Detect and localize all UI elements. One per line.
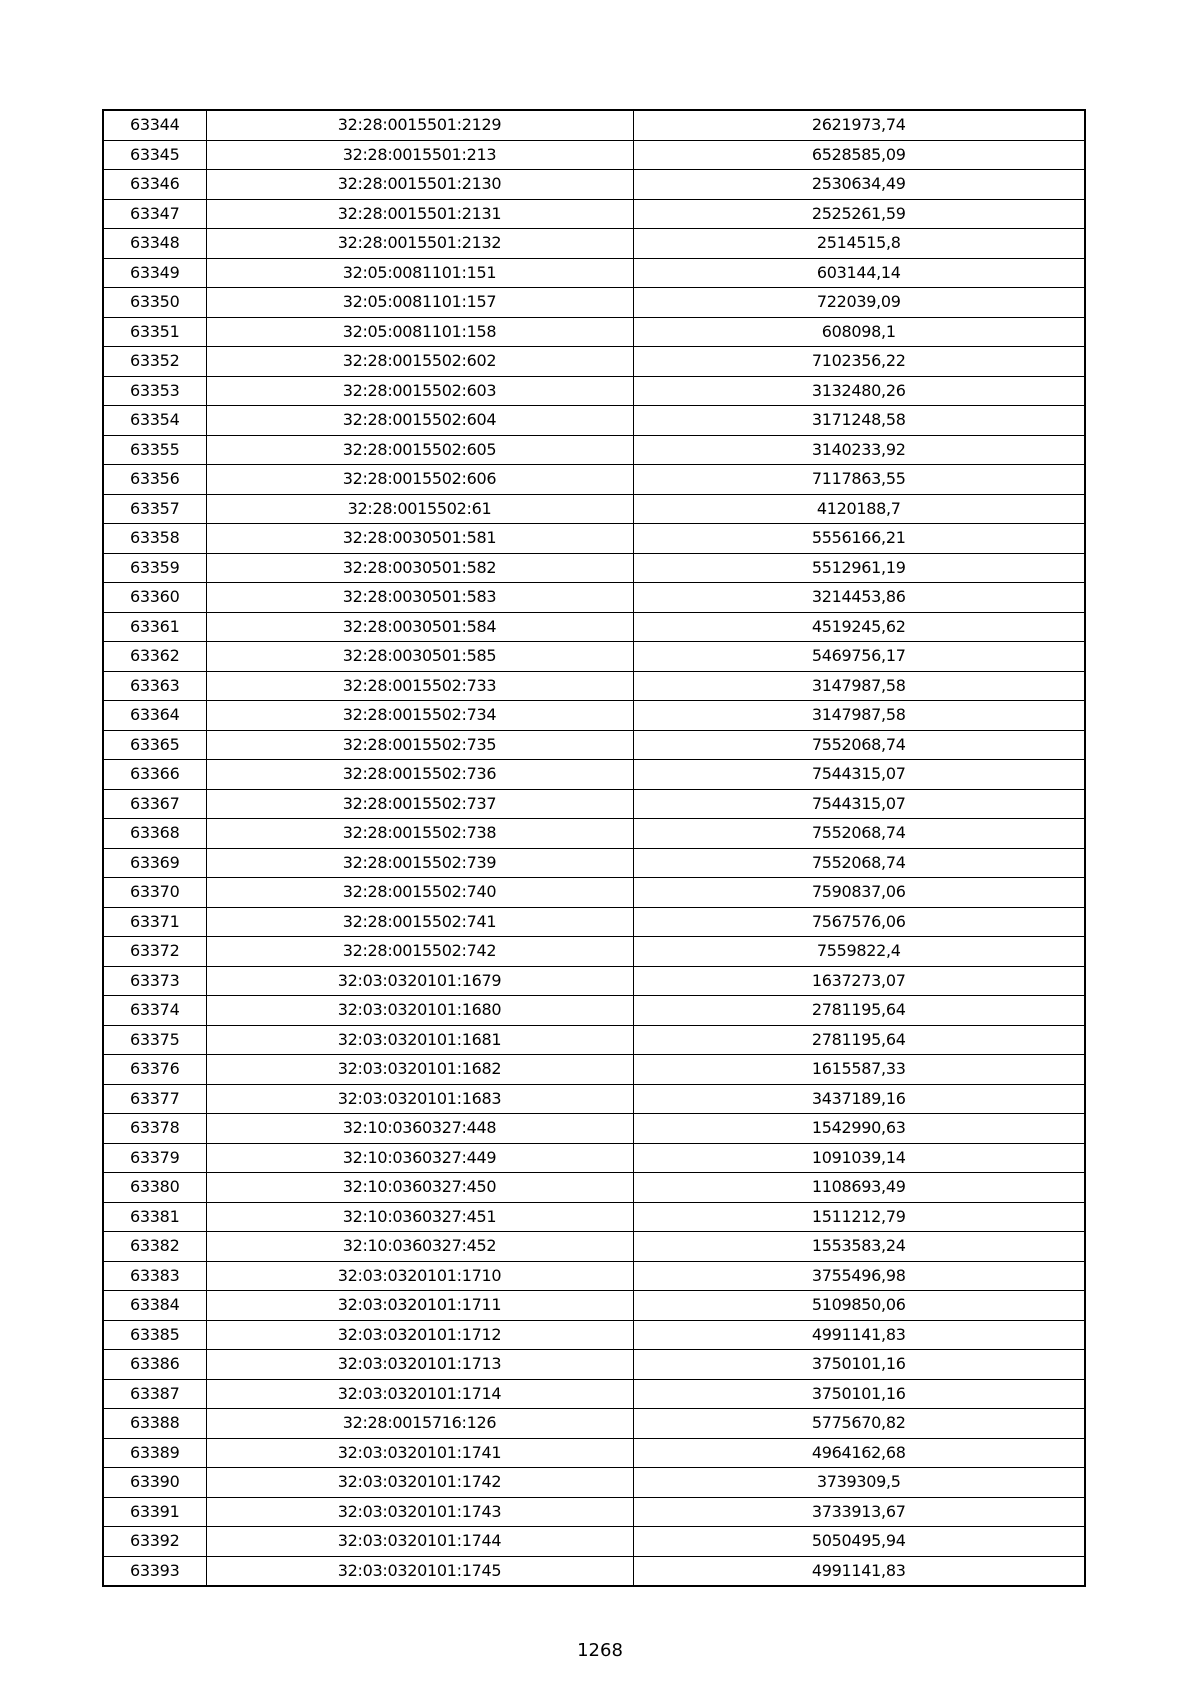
- row-number-cell: 63365: [103, 730, 206, 760]
- table-row: [103, 878, 1085, 908]
- cadastral-number-cell: 32:28:0015501:2132: [206, 229, 633, 259]
- cadastral-number-cell: 32:28:0030501:581: [206, 524, 633, 554]
- cadastral-value-cell: 5775670,82: [633, 1409, 1085, 1439]
- cadastral-value-cell: 1542990,63: [633, 1114, 1085, 1144]
- cadastral-number-cell: 32:10:0360327:451: [206, 1202, 633, 1232]
- row-number-cell: 63392: [103, 1527, 206, 1557]
- row-number-cell: 63344: [103, 110, 206, 140]
- cadastral-value-cell: 5050495,94: [633, 1527, 1085, 1557]
- cadastral-value-cell: 608098,1: [633, 317, 1085, 347]
- table-row: [103, 1232, 1085, 1262]
- cadastral-number-cell: 32:03:0320101:1741: [206, 1438, 633, 1468]
- row-number-cell: 63355: [103, 435, 206, 465]
- cadastral-number-cell: 32:28:0015502:734: [206, 701, 633, 731]
- table-row: [103, 376, 1085, 406]
- row-number-cell: 63375: [103, 1025, 206, 1055]
- cadastral-number-cell: 32:28:0030501:585: [206, 642, 633, 672]
- row-number-cell: 63356: [103, 465, 206, 495]
- row-number-cell: 63358: [103, 524, 206, 554]
- row-number-cell: 63386: [103, 1350, 206, 1380]
- cadastral-value-cell: 7567576,06: [633, 907, 1085, 937]
- row-number-cell: 63353: [103, 376, 206, 406]
- cadastral-value-cell: 603144,14: [633, 258, 1085, 288]
- cadastral-value-cell: 3147987,58: [633, 671, 1085, 701]
- row-number-cell: 63384: [103, 1291, 206, 1321]
- row-number-cell: 63389: [103, 1438, 206, 1468]
- row-number-cell: 63371: [103, 907, 206, 937]
- row-number-cell: 63362: [103, 642, 206, 672]
- cadastral-number-cell: 32:03:0320101:1681: [206, 1025, 633, 1055]
- table-row: [103, 1527, 1085, 1557]
- cadastral-number-cell: 32:28:0015502:606: [206, 465, 633, 495]
- row-number-cell: 63346: [103, 170, 206, 200]
- cadastral-value-cell: 1511212,79: [633, 1202, 1085, 1232]
- cadastral-number-cell: 32:03:0320101:1711: [206, 1291, 633, 1321]
- table-row: [103, 1055, 1085, 1085]
- cadastral-value-cell: 4991141,83: [633, 1556, 1085, 1586]
- cadastral-value-cell: 3733913,67: [633, 1497, 1085, 1527]
- table-body: [103, 110, 1085, 1586]
- table-row: [103, 170, 1085, 200]
- row-number-cell: 63350: [103, 288, 206, 318]
- row-number-cell: 63364: [103, 701, 206, 731]
- table-row: [103, 848, 1085, 878]
- cadastral-number-cell: 32:03:0320101:1682: [206, 1055, 633, 1085]
- cadastral-value-cell: 722039,09: [633, 288, 1085, 318]
- cadastral-number-cell: 32:28:0015502:735: [206, 730, 633, 760]
- table-row: [103, 110, 1085, 140]
- table-row: [103, 347, 1085, 377]
- row-number-cell: 63391: [103, 1497, 206, 1527]
- row-number-cell: 63382: [103, 1232, 206, 1262]
- cadastral-value-cell: 4120188,7: [633, 494, 1085, 524]
- cadastral-number-cell: 32:28:0015502:733: [206, 671, 633, 701]
- cadastral-value-table: [102, 109, 1086, 1587]
- cadastral-value-cell: 4964162,68: [633, 1438, 1085, 1468]
- cadastral-value-cell: 3214453,86: [633, 583, 1085, 613]
- cadastral-value-cell: 7102356,22: [633, 347, 1085, 377]
- row-number-cell: 63380: [103, 1173, 206, 1203]
- cadastral-value-cell: 2621973,74: [633, 110, 1085, 140]
- cadastral-number-cell: 32:28:0030501:584: [206, 612, 633, 642]
- cadastral-number-cell: 32:28:0015501:2131: [206, 199, 633, 229]
- table-row: [103, 937, 1085, 967]
- row-number-cell: 63372: [103, 937, 206, 967]
- table-row: [103, 996, 1085, 1026]
- cadastral-number-cell: 32:28:0015502:736: [206, 760, 633, 790]
- cadastral-number-cell: 32:28:0015716:126: [206, 1409, 633, 1439]
- cadastral-value-cell: 1615587,33: [633, 1055, 1085, 1085]
- cadastral-number-cell: 32:03:0320101:1712: [206, 1320, 633, 1350]
- table-row: [103, 1409, 1085, 1439]
- cadastral-value-cell: 2514515,8: [633, 229, 1085, 259]
- row-number-cell: 63376: [103, 1055, 206, 1085]
- table-row: [103, 1379, 1085, 1409]
- cadastral-value-cell: 6528585,09: [633, 140, 1085, 170]
- row-number-cell: 63383: [103, 1261, 206, 1291]
- cadastral-value-cell: 5556166,21: [633, 524, 1085, 554]
- cadastral-number-cell: 32:28:0030501:583: [206, 583, 633, 613]
- row-number-cell: 63368: [103, 819, 206, 849]
- row-number-cell: 63377: [103, 1084, 206, 1114]
- row-number-cell: 63370: [103, 878, 206, 908]
- row-number-cell: 63366: [103, 760, 206, 790]
- cadastral-value-cell: 3750101,16: [633, 1379, 1085, 1409]
- table-row: [103, 1261, 1085, 1291]
- cadastral-number-cell: 32:05:0081101:151: [206, 258, 633, 288]
- cadastral-number-cell: 32:10:0360327:450: [206, 1173, 633, 1203]
- cadastral-number-cell: 32:28:0015501:213: [206, 140, 633, 170]
- table-row: [103, 1143, 1085, 1173]
- cadastral-value-cell: 3739309,5: [633, 1468, 1085, 1498]
- table-row: [103, 494, 1085, 524]
- cadastral-value-cell: 1108693,49: [633, 1173, 1085, 1203]
- cadastral-value-cell: 3147987,58: [633, 701, 1085, 731]
- row-number-cell: 63390: [103, 1468, 206, 1498]
- cadastral-value-cell: 7544315,07: [633, 760, 1085, 790]
- cadastral-value-cell: 3755496,98: [633, 1261, 1085, 1291]
- table-row: [103, 730, 1085, 760]
- cadastral-value-cell: 1091039,14: [633, 1143, 1085, 1173]
- row-number-cell: 63388: [103, 1409, 206, 1439]
- table-row: [103, 760, 1085, 790]
- cadastral-value-cell: 4991141,83: [633, 1320, 1085, 1350]
- table-row: [103, 789, 1085, 819]
- cadastral-number-cell: 32:28:0015502:740: [206, 878, 633, 908]
- table-row: [103, 1320, 1085, 1350]
- cadastral-value-cell: 3171248,58: [633, 406, 1085, 436]
- table-row: [103, 435, 1085, 465]
- table-row: [103, 1438, 1085, 1468]
- row-number-cell: 63347: [103, 199, 206, 229]
- cadastral-number-cell: 32:03:0320101:1742: [206, 1468, 633, 1498]
- cadastral-value-cell: 7552068,74: [633, 730, 1085, 760]
- cadastral-value-cell: 5109850,06: [633, 1291, 1085, 1321]
- cadastral-number-cell: 32:28:0015502:604: [206, 406, 633, 436]
- cadastral-value-cell: 1637273,07: [633, 966, 1085, 996]
- row-number-cell: 63378: [103, 1114, 206, 1144]
- cadastral-number-cell: 32:03:0320101:1683: [206, 1084, 633, 1114]
- table-row: [103, 1173, 1085, 1203]
- table-row: [103, 819, 1085, 849]
- cadastral-number-cell: 32:28:0015502:603: [206, 376, 633, 406]
- cadastral-value-cell: 7590837,06: [633, 878, 1085, 908]
- table-row: [103, 258, 1085, 288]
- cadastral-value-cell: 2781195,64: [633, 996, 1085, 1026]
- row-number-cell: 63351: [103, 317, 206, 347]
- row-number-cell: 63385: [103, 1320, 206, 1350]
- table-row: [103, 553, 1085, 583]
- cadastral-number-cell: 32:28:0015502:739: [206, 848, 633, 878]
- cadastral-number-cell: 32:28:0015502:738: [206, 819, 633, 849]
- cadastral-value-cell: 3140233,92: [633, 435, 1085, 465]
- row-number-cell: 63387: [103, 1379, 206, 1409]
- cadastral-number-cell: 32:03:0320101:1743: [206, 1497, 633, 1527]
- cadastral-number-cell: 32:28:0015501:2129: [206, 110, 633, 140]
- cadastral-number-cell: 32:28:0015502:605: [206, 435, 633, 465]
- cadastral-number-cell: 32:28:0015502:737: [206, 789, 633, 819]
- table-row: [103, 1468, 1085, 1498]
- cadastral-number-cell: 32:28:0015502:741: [206, 907, 633, 937]
- table-row: [103, 1291, 1085, 1321]
- cadastral-number-cell: 32:28:0015502:742: [206, 937, 633, 967]
- cadastral-value-cell: 7117863,55: [633, 465, 1085, 495]
- cadastral-number-cell: 32:03:0320101:1713: [206, 1350, 633, 1380]
- row-number-cell: 63379: [103, 1143, 206, 1173]
- table-row: [103, 642, 1085, 672]
- table-row: [103, 1084, 1085, 1114]
- table-row: [103, 907, 1085, 937]
- row-number-cell: 63363: [103, 671, 206, 701]
- table-row: [103, 140, 1085, 170]
- table-row: [103, 199, 1085, 229]
- cadastral-value-cell: 1553583,24: [633, 1232, 1085, 1262]
- cadastral-number-cell: 32:10:0360327:448: [206, 1114, 633, 1144]
- row-number-cell: 63367: [103, 789, 206, 819]
- cadastral-value-cell: 7552068,74: [633, 848, 1085, 878]
- page-number: 1268: [577, 1640, 623, 1661]
- cadastral-value-cell: 7544315,07: [633, 789, 1085, 819]
- row-number-cell: 63349: [103, 258, 206, 288]
- table-row: [103, 1556, 1085, 1586]
- table-row: [103, 1202, 1085, 1232]
- row-number-cell: 63348: [103, 229, 206, 259]
- cadastral-number-cell: 32:05:0081101:158: [206, 317, 633, 347]
- cadastral-value-cell: 4519245,62: [633, 612, 1085, 642]
- cadastral-value-cell: 2530634,49: [633, 170, 1085, 200]
- table-row: [103, 966, 1085, 996]
- cadastral-value-cell: 3750101,16: [633, 1350, 1085, 1380]
- cadastral-number-cell: 32:03:0320101:1680: [206, 996, 633, 1026]
- cadastral-number-cell: 32:28:0015501:2130: [206, 170, 633, 200]
- cadastral-number-cell: 32:03:0320101:1710: [206, 1261, 633, 1291]
- row-number-cell: 63360: [103, 583, 206, 613]
- cadastral-number-cell: 32:03:0320101:1679: [206, 966, 633, 996]
- table-row: [103, 1350, 1085, 1380]
- cadastral-number-cell: 32:10:0360327:452: [206, 1232, 633, 1262]
- cadastral-number-cell: 32:28:0030501:582: [206, 553, 633, 583]
- cadastral-value-cell: 5469756,17: [633, 642, 1085, 672]
- row-number-cell: 63369: [103, 848, 206, 878]
- table-row: [103, 1025, 1085, 1055]
- cadastral-number-cell: 32:03:0320101:1744: [206, 1527, 633, 1557]
- table-row: [103, 229, 1085, 259]
- table-row: [103, 465, 1085, 495]
- table-row: [103, 701, 1085, 731]
- table-row: [103, 288, 1085, 318]
- row-number-cell: 63361: [103, 612, 206, 642]
- row-number-cell: 63357: [103, 494, 206, 524]
- row-number-cell: 63393: [103, 1556, 206, 1586]
- cadastral-value-cell: 3437189,16: [633, 1084, 1085, 1114]
- table-row: [103, 1114, 1085, 1144]
- table-row: [103, 406, 1085, 436]
- row-number-cell: 63373: [103, 966, 206, 996]
- cadastral-number-cell: 32:03:0320101:1745: [206, 1556, 633, 1586]
- table-row: [103, 317, 1085, 347]
- cadastral-value-cell: 7552068,74: [633, 819, 1085, 849]
- row-number-cell: 63374: [103, 996, 206, 1026]
- cadastral-number-cell: 32:28:0015502:602: [206, 347, 633, 377]
- cadastral-value-cell: 2781195,64: [633, 1025, 1085, 1055]
- row-number-cell: 63354: [103, 406, 206, 436]
- table-row: [103, 1497, 1085, 1527]
- cadastral-number-cell: 32:05:0081101:157: [206, 288, 633, 318]
- table-row: [103, 524, 1085, 554]
- cadastral-number-cell: 32:10:0360327:449: [206, 1143, 633, 1173]
- cadastral-number-cell: 32:03:0320101:1714: [206, 1379, 633, 1409]
- row-number-cell: 63359: [103, 553, 206, 583]
- cadastral-number-cell: 32:28:0015502:61: [206, 494, 633, 524]
- row-number-cell: 63381: [103, 1202, 206, 1232]
- table-row: [103, 612, 1085, 642]
- cadastral-value-cell: 2525261,59: [633, 199, 1085, 229]
- table-row: [103, 671, 1085, 701]
- row-number-cell: 63352: [103, 347, 206, 377]
- cadastral-value-cell: 7559822,4: [633, 937, 1085, 967]
- row-number-cell: 63345: [103, 140, 206, 170]
- cadastral-value-cell: 5512961,19: [633, 553, 1085, 583]
- cadastral-value-cell: 3132480,26: [633, 376, 1085, 406]
- table-row: [103, 583, 1085, 613]
